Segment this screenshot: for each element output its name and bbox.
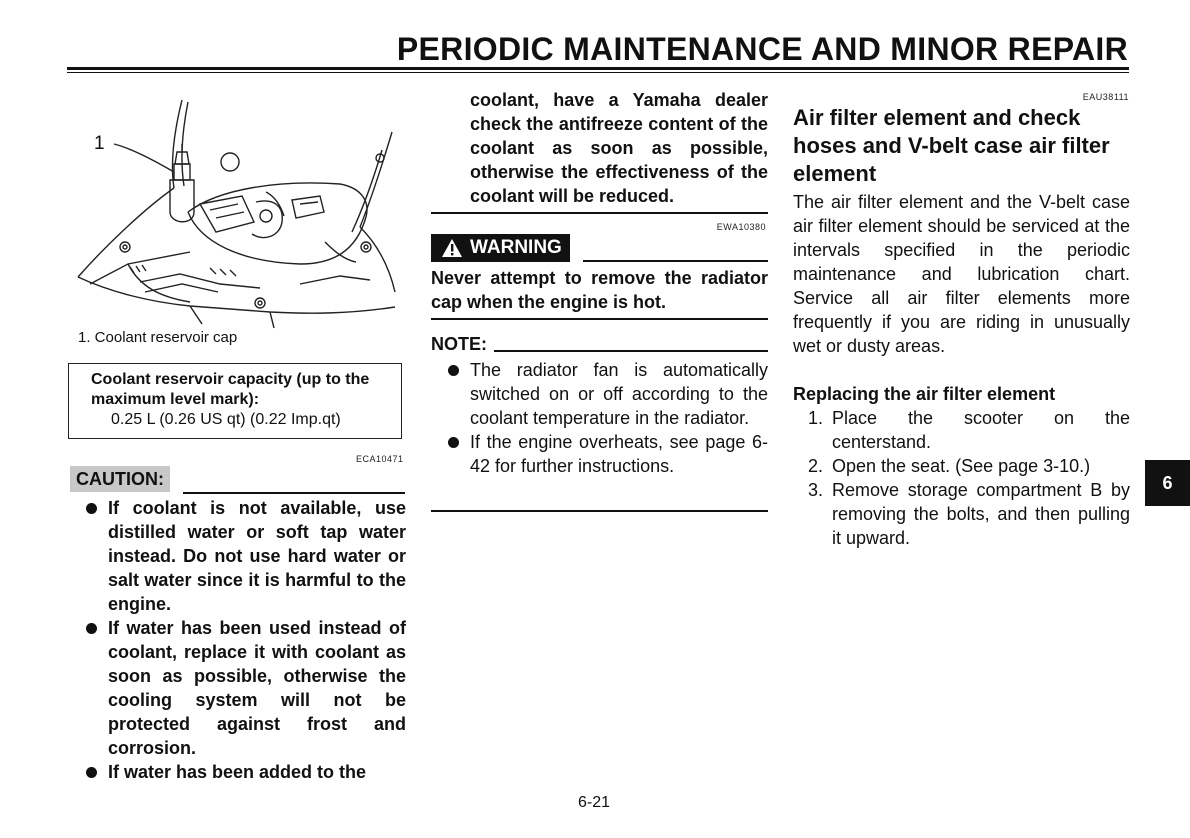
- warning-triangle-icon: [441, 238, 463, 258]
- step-text: Remove storage compartment B by removing the bolts, and then pulling it upward.: [832, 480, 1130, 548]
- caution-code: ECA10471: [356, 454, 404, 464]
- list-item: [84, 616, 406, 760]
- note-rule: [494, 350, 768, 352]
- note-list: [446, 358, 768, 478]
- callout-number: 1: [94, 133, 105, 154]
- step-number: 2.: [808, 456, 824, 476]
- section-heading: Air filter element and check hoses and V-belt case air filter element: [793, 105, 1110, 186]
- list-item: [808, 454, 1130, 478]
- list-item: [84, 760, 406, 784]
- chapter-tab: 6: [1145, 460, 1190, 506]
- spec-label-line1: Coolant reservoir capacity (up to the: [91, 371, 370, 388]
- step-number: 3.: [808, 480, 824, 500]
- bullet-icon: [448, 437, 459, 448]
- coolant-reservoir-illustration: [70, 92, 410, 330]
- coolant-capacity-box: [68, 363, 402, 439]
- figure-caption: 1. Coolant reservoir cap: [78, 329, 238, 346]
- section-code: EAU38111: [1082, 92, 1129, 102]
- note-item-text: The radiator fan is automatically switched on or off according to the coolant temperature in the radiator.: [470, 360, 768, 428]
- list-item: [446, 358, 768, 430]
- caution-end-rule: [431, 212, 768, 214]
- step-number: 1.: [808, 408, 824, 428]
- list-item: [808, 478, 1130, 550]
- caution-item-text: If water has been used instead of coolant, replace it with coolant as soon as possible, otherwise the cooling system will not be protected against frost and corrosion.: [108, 618, 406, 758]
- bullet-icon: [86, 503, 97, 514]
- header-rule-thin: [67, 72, 1129, 73]
- warning-text: Never attempt to remove the radiator cap when the engine is hot.: [431, 268, 768, 312]
- warning-code: EWA10380: [716, 222, 766, 232]
- spec-label-line2: maximum level mark):: [91, 391, 260, 408]
- caution-list: [84, 496, 406, 784]
- caution-rule: [183, 492, 405, 494]
- list-item: [446, 430, 768, 478]
- note-item-text: If the engine overheats, see page 6-42 for further instructions.: [470, 432, 768, 476]
- note-label: NOTE:: [431, 334, 487, 354]
- spec-value: 0.25 L (0.26 US qt) (0.22 Imp.qt): [111, 411, 341, 428]
- header-rule: [67, 67, 1129, 70]
- caution-item-text: If coolant is not available, use distilled water or soft tap water instead. Do not use hard water or salt water since it is harmful to the engine.: [108, 498, 406, 614]
- caution-continuation: coolant, have a Yamaha dealer check the antifreeze content of the coolant as soon as possible, otherwise the effectiveness of the coolant will be reduced.: [470, 90, 768, 206]
- steps-list: [808, 406, 1130, 550]
- warning-rule: [583, 260, 768, 262]
- section-subheading: Replacing the air filter element: [793, 384, 1056, 404]
- bullet-icon: [86, 623, 97, 634]
- bullet-icon: [448, 365, 459, 376]
- warning-end-rule: [431, 318, 768, 320]
- warning-label-text: WARNING: [470, 237, 562, 258]
- note-end-rule: [431, 510, 768, 512]
- step-text: Place the scooter on the centerstand.: [832, 408, 1130, 452]
- list-item: [808, 406, 1130, 454]
- step-text: Open the seat. (See page 3-10.): [832, 456, 1091, 476]
- section-body: The air filter element and the V-belt case air filter element should be serviced at the intervals specified in the periodic maintenance and lubrication chart. Service all air filter elements more frequently if you are riding in unusually wet or dusty areas.: [793, 192, 1130, 356]
- warning-label: [431, 234, 570, 262]
- caution-item-text: If water has been added to the: [108, 762, 367, 782]
- bullet-icon: [86, 767, 97, 778]
- page-title: PERIODIC MAINTENANCE AND MINOR REPAIR: [396, 31, 1128, 67]
- page-number: 6-21: [578, 794, 611, 811]
- caution-label: CAUTION:: [70, 466, 170, 492]
- list-item: [84, 496, 406, 616]
